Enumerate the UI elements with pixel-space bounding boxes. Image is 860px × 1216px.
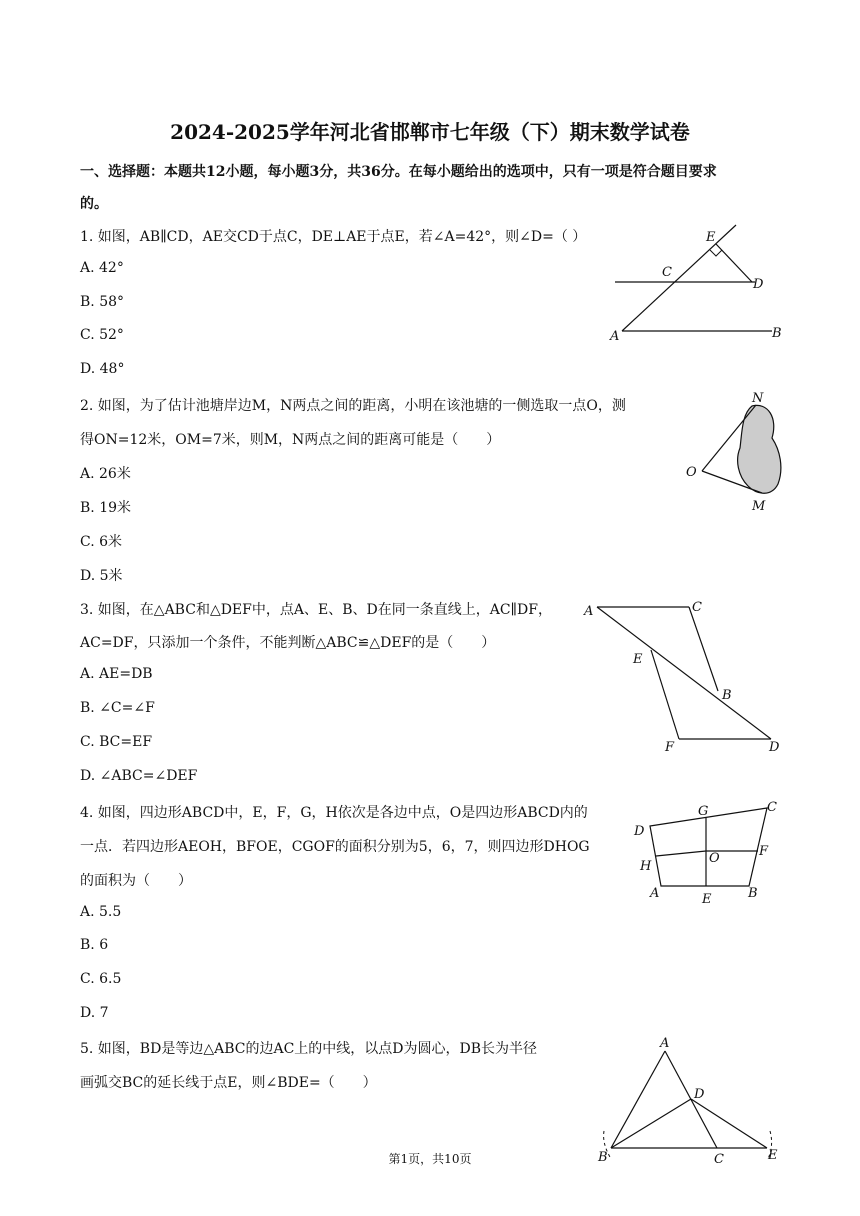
q4-figure	[628, 795, 788, 910]
q2-option-a: A. 26米	[80, 466, 131, 482]
q1-stem: 1. 如图，AB∥CD，AE交CD于点C，DE⊥AE于点E，若∠A=42°，则∠D=（ ）	[80, 229, 587, 245]
q3-label-f: F	[665, 740, 675, 755]
q1-label-e: E	[706, 230, 716, 245]
q5-label-b: B	[598, 1150, 608, 1165]
q3-label-b: B	[722, 688, 732, 703]
q4-label-c: C	[767, 800, 777, 815]
q4-label-a: A	[650, 886, 660, 901]
q5-label-d: D	[694, 1087, 705, 1102]
q2-stem-line2: 得ON=12米，OM=7米，则M，N两点之间的距离可能是（ ）	[80, 432, 501, 448]
q2-label-m: M	[752, 499, 766, 514]
q5-label-a: A	[660, 1036, 670, 1051]
section-heading-line1: 一、选择题：本题共12小题，每小题3分，共36分。在每小题给出的选项中，只有一项是符合题目要求	[80, 164, 717, 180]
q1-option-b: B. 58°	[80, 294, 125, 310]
q4-option-c: C. 6.5	[80, 971, 122, 987]
q2-option-d: D. 5米	[80, 568, 123, 584]
q5-stem-line2: 画弧交BC的延长线于点E，则∠BDE=（ ）	[80, 1075, 377, 1091]
q4-label-d: D	[634, 824, 645, 839]
q4-label-h: H	[640, 859, 652, 874]
q5-label-e: E	[768, 1148, 778, 1163]
q4-option-d: D. 7	[80, 1005, 109, 1021]
q2-option-b: B. 19米	[80, 500, 132, 516]
q3-label-e: E	[633, 652, 643, 667]
q1-label-d: D	[753, 277, 764, 292]
q2-stem-line1: 2. 如图，为了估计池塘岸边M，N两点之间的距离，小明在该池塘的一侧选取一点O，测	[80, 398, 626, 414]
q1-option-d: D. 48°	[80, 361, 125, 377]
q2-option-c: C. 6米	[80, 534, 123, 550]
q5-label-c: C	[714, 1152, 724, 1167]
q4-stem-line1: 4. 如图，四边形ABCD中，E，F，G，H依次是各边中点，O是四边形ABCD内的	[80, 805, 588, 821]
q3-label-a: A	[584, 604, 594, 619]
q1-label-b: B	[772, 326, 782, 341]
q3-option-d: D. ∠ABC=∠DEF	[80, 768, 198, 784]
q4-label-e: E	[702, 892, 712, 907]
q4-option-b: B. 6	[80, 937, 109, 953]
section-heading-line2: 的。	[80, 196, 108, 212]
q3-label-d: D	[769, 740, 780, 755]
q5-stem-line1: 5. 如图，BD是等边△ABC的边AC上的中线，以点D为圆心，DB长为半径	[80, 1041, 538, 1057]
q4-stem-line3: 的面积为（ ）	[80, 873, 192, 889]
q4-option-a: A. 5.5	[80, 904, 122, 920]
q3-option-b: B. ∠C=∠F	[80, 700, 155, 716]
q3-figure	[575, 595, 790, 755]
q3-option-c: C. BC=EF	[80, 734, 153, 750]
q4-label-o: O	[709, 851, 720, 866]
q2-label-n: N	[752, 391, 764, 406]
q3-stem-line2: AC=DF，只添加一个条件，不能判断△ABC≌△DEF的是（ ）	[80, 635, 496, 651]
q1-label-c: C	[662, 265, 672, 280]
q1-option-a: A. 42°	[80, 260, 124, 276]
q1-figure	[600, 220, 800, 350]
q4-label-f: F	[759, 844, 769, 859]
q3-option-a: A. AE=DB	[80, 666, 153, 682]
q2-label-o: O	[686, 465, 697, 480]
q3-stem-line1: 3. 如图，在△ABC和△DEF中，点A、E、B、D在同一条直线上，AC∥DF，	[80, 602, 552, 618]
q4-label-g: G	[698, 804, 709, 819]
q1-label-a: A	[610, 329, 620, 344]
page-footer: 第1页，共10页	[388, 1152, 472, 1166]
q4-label-b: B	[748, 886, 758, 901]
q1-option-c: C. 52°	[80, 327, 124, 343]
page-title: 2024-2025学年河北省邯郸市七年级（下）期末数学试卷	[170, 120, 690, 144]
q3-label-c: C	[692, 600, 702, 615]
q2-figure	[680, 388, 790, 518]
q4-stem-line2: 一点．若四边形AEOH，BFOE，CGOF的面积分别为5，6，7，则四边形DHOG	[80, 839, 590, 855]
